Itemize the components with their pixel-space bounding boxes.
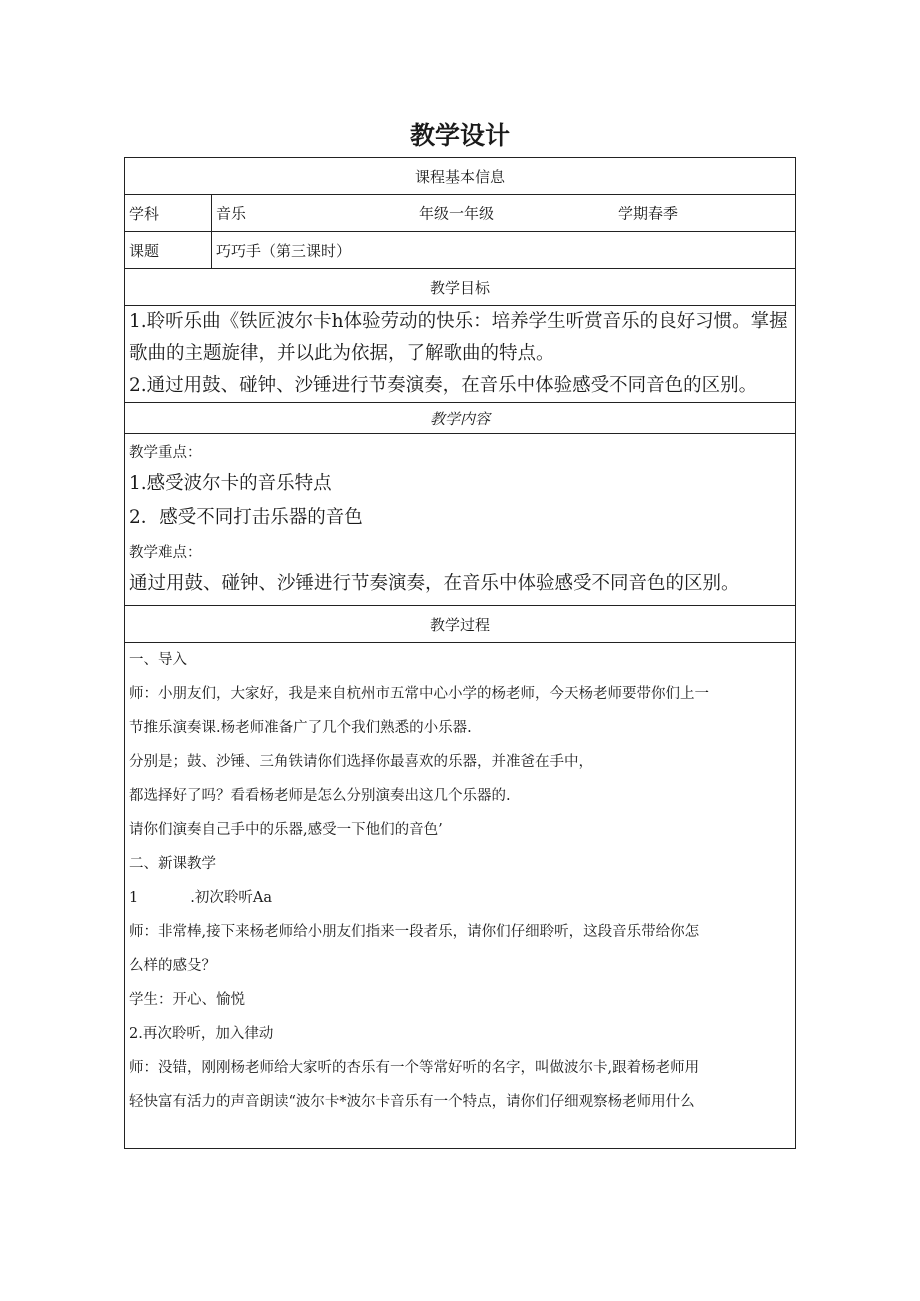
objective-1: 1.聆听乐曲《铁匠波尔卡h体验劳动的快乐：培养学生听赏音乐的良好习惯。掌握歌曲的主题旋律，并以此为依据，了解歌曲的特点。: [129, 311, 788, 364]
content-cell: [125, 434, 796, 606]
key-point-1: 1.感受波尔卡的音乐特点: [129, 472, 332, 494]
process-line: 么样的感殳？: [129, 958, 216, 974]
process-cell: [125, 643, 796, 1149]
process-header-row: [125, 606, 796, 643]
process-row: [125, 643, 796, 1149]
topic-value: 巧巧手（第三课时）: [212, 232, 796, 269]
objectives-row: [125, 306, 796, 403]
objectives-cell: [125, 306, 796, 403]
subject-label: 学科: [125, 195, 212, 232]
process-line: 师：没错，刚刚杨老师给大家听的杏乐有一个等常好听的名字，叫做波尔卡,跟着杨老师用: [129, 1060, 700, 1076]
grade-text: 年级一年级: [419, 204, 495, 223]
lesson-plan-table: [124, 157, 796, 1149]
content-header: 教学内容: [125, 403, 796, 434]
process-line: 节推乐演奏课.杨老师准备广了几个我们熟悉的小乐器.: [129, 720, 472, 736]
process-line: 都选择好了吗？看看杨老师是怎么分别演奏出这几个乐器的.: [129, 788, 511, 804]
key-point-2: 2．感受不同打击乐器的音色: [129, 506, 363, 528]
process-line: 学生：开心、愉悦: [129, 992, 245, 1008]
process-line: 2.再次聆听，加入律动: [129, 1026, 274, 1042]
term-text: 学期春季: [618, 204, 679, 223]
objective-2: 2.通过用鼓、碰钟、沙锤进行节奏演奏，在音乐中体验感受不同音色的区别。: [129, 375, 758, 396]
subject-value: 音乐: [216, 204, 247, 223]
key-points-label: 教学重点：: [129, 444, 202, 461]
content-row: [125, 434, 796, 606]
topic-row: [125, 232, 796, 269]
process-line: 师：小朋友们，大家好，我是来自杭州市五常中心小学的杨老师，今天杨老师要带你们上一: [129, 686, 709, 702]
process-line: 一、导入: [129, 652, 187, 668]
difficulty-label: 教学难点：: [129, 544, 202, 561]
document-title: 教学设计: [409, 121, 510, 150]
process-line: 分别是；鼓、沙锤、三角铁请你们选择你最喜欢的乐器，并准爸在手中，: [129, 754, 593, 770]
basic-info-header-row: [125, 158, 796, 195]
subject-row: [125, 195, 796, 232]
process-line: 请你们演奏自己手中的乐器,感受一下他们的音色’: [129, 822, 443, 838]
item-number: 1: [129, 890, 139, 906]
process-header: 教学过程: [125, 606, 796, 643]
process-line: 师：非常棒,接下来杨老师给小朋友们指来一段者乐，请你们仔细聆听，这段音乐带给你怎: [129, 924, 700, 940]
process-line: 轻快富有活力的声音朗读“波尔卡*波尔卡音乐有一个特点，请你们仔细观察杨老师用什么: [129, 1094, 695, 1110]
topic-label: 课题: [125, 232, 212, 269]
objectives-header: 教学目标: [125, 269, 796, 306]
item-text: .初次聆听Aa: [190, 890, 272, 906]
content-header-row: [125, 403, 796, 434]
process-item-1: [129, 881, 791, 915]
difficulty-text: 通过用鼓、碰钟、沙锤进行节奏演奏，在音乐中体验感受不同音色的区别。: [129, 572, 740, 594]
objectives-header-row: [125, 269, 796, 306]
basic-info-header: 课程基本信息: [125, 158, 796, 195]
process-line: 二、新课教学: [129, 856, 216, 872]
subject-cell: [212, 195, 796, 232]
